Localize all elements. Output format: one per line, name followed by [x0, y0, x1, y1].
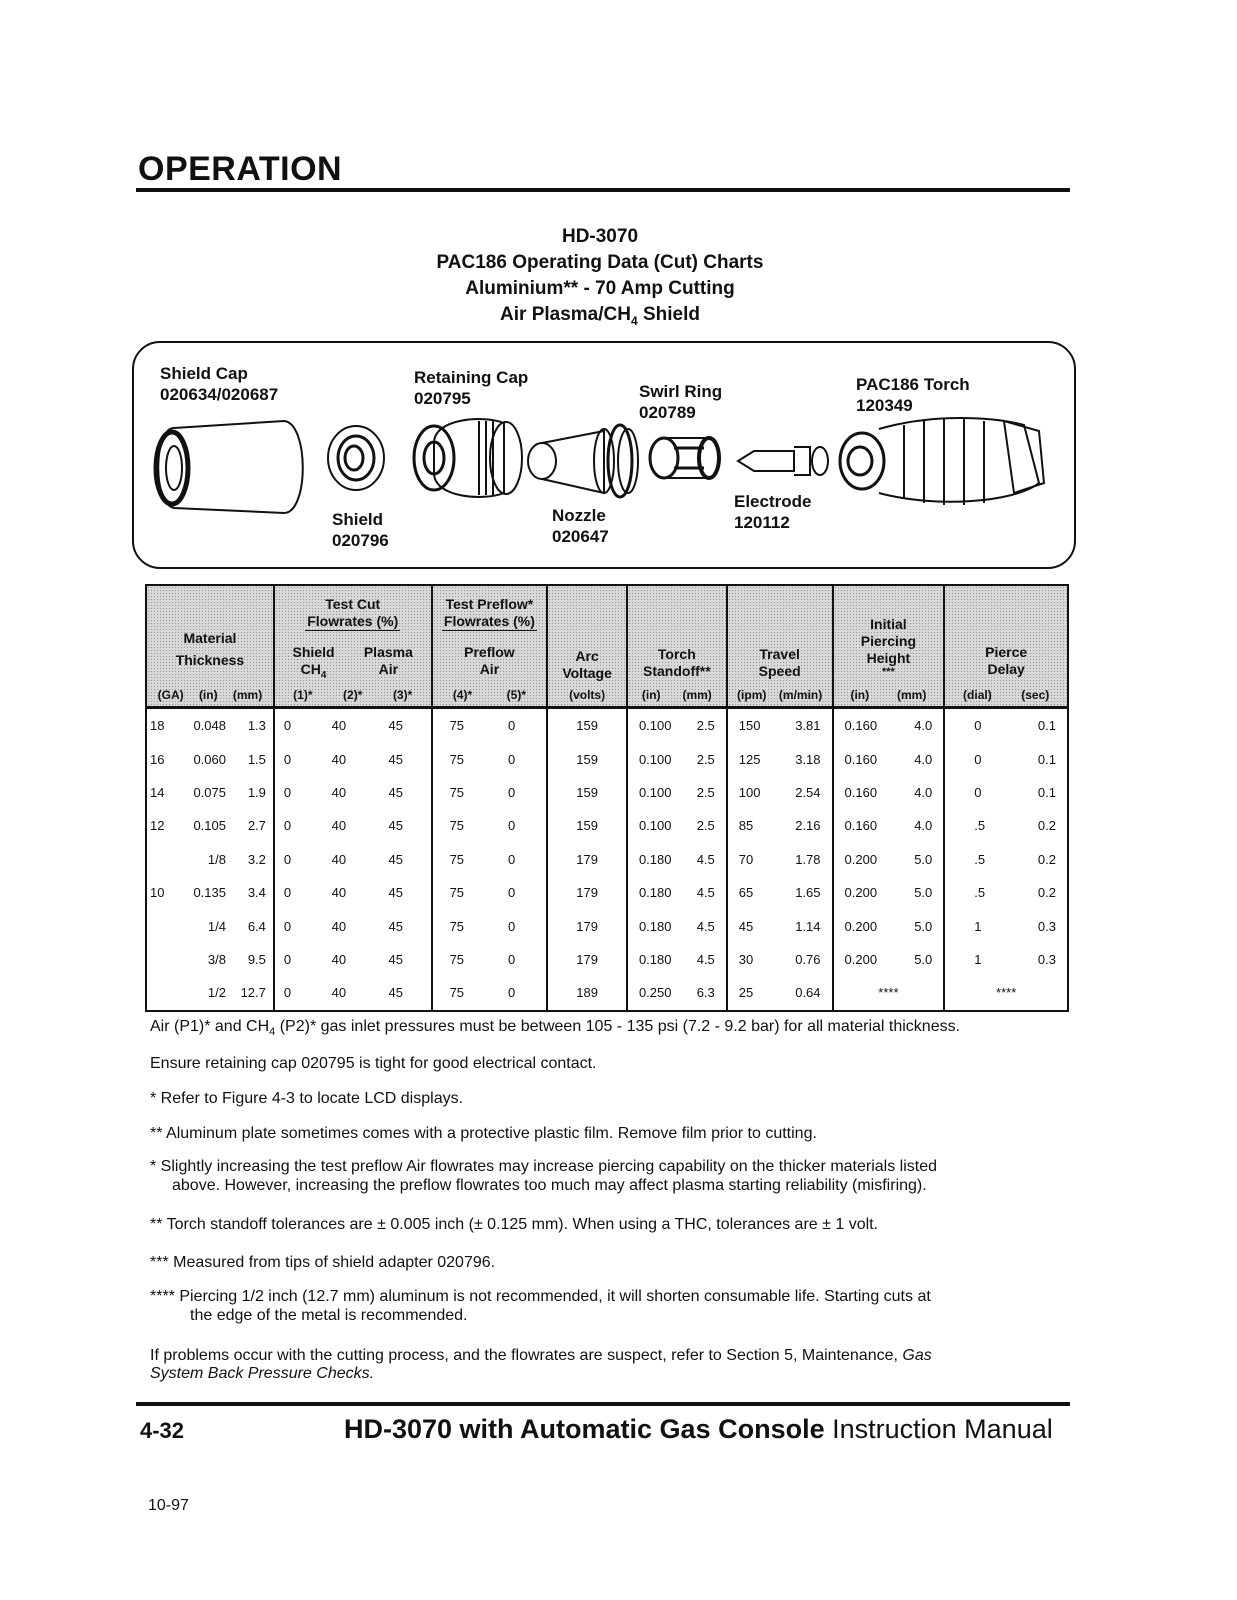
table-body	[146, 708, 1068, 1011]
cell-ga: 12	[150, 818, 165, 834]
cell-flow-4: 75	[449, 885, 465, 901]
cell-flow-2: 40	[331, 885, 347, 901]
cell-ga: 14	[150, 784, 165, 800]
footer-rule	[136, 1402, 1070, 1406]
cell-thickness-in: 0.135	[193, 885, 226, 901]
cell-thickness-mm: 12.7	[240, 985, 266, 1001]
header-test-cut-flowrates: Test Cut Flowrates (%) Shield $CH_4$ Plasma Air (1)* (2)* (3)*	[274, 585, 432, 708]
cell-arc-voltage: 189	[576, 985, 598, 1001]
cell-pierce-dial: 0	[974, 784, 982, 800]
table-row	[146, 909, 1068, 942]
cell-arc-voltage: 159	[576, 784, 598, 800]
cell-flow-2: 40	[331, 985, 347, 1001]
swirl-ring-image	[650, 438, 719, 478]
cell-flow-1: 0	[283, 918, 292, 934]
cell-flow-3: 45	[388, 951, 403, 967]
header-pierce-delay: Pierce Delay (dial) (sec)	[944, 585, 1068, 708]
cell-flow-3: 45	[388, 885, 403, 901]
header-travel-speed: Travel Speed (ipm) (m/min)	[727, 585, 833, 708]
cell-pierce-height-mm: 4.0	[914, 751, 933, 767]
cell-flow-4: 75	[449, 818, 465, 834]
cell-pierce-height-in: 0.200	[844, 851, 878, 867]
cell-standoff-in: 0.180	[638, 885, 672, 901]
note-aluminum-film: ** Aluminum plate sometimes comes with a protective plastic film. Remove film prior to cutting.	[150, 1125, 817, 1142]
cell-flow-5: 0	[508, 885, 516, 901]
cell-standoff-in: 0.180	[638, 851, 672, 867]
cell-flow-2: 40	[331, 918, 347, 934]
cell-flow-5: 0	[508, 951, 516, 967]
table-row	[146, 976, 1068, 1010]
cell-flow-3: 45	[388, 851, 403, 867]
cell-pierce-height-in: 0.200	[844, 951, 878, 967]
cell-standoff-mm: 4.5	[696, 851, 715, 867]
cell-standoff-mm: 6.3	[696, 985, 715, 1001]
cell-flow-3: 45	[388, 985, 403, 1001]
header-torch-standoff: Torch Standoff** (in) (mm)	[627, 585, 727, 708]
cell-standoff-mm: 2.5	[696, 818, 715, 834]
cell-flow-1: 0	[283, 851, 292, 867]
cell-thickness-mm: 3.2	[247, 851, 266, 867]
cell-flow-3: 45	[388, 918, 403, 934]
cell-pierce-sec: 0.1	[1037, 751, 1056, 767]
label-shield-cap: Shield Cap 020634/020687	[160, 364, 279, 404]
cell-thickness-mm: 1.9	[247, 784, 266, 800]
cell-flow-1: 0	[283, 951, 292, 967]
cell-flow-1: 0	[283, 985, 292, 1001]
cell-pierce-height-in: 0.200	[844, 885, 878, 901]
note-torch-standoff: ** Torch standoff tolerances are ± 0.005 inch (± 0.125 mm). When using a THC, tolerances are ± 1 volt.	[150, 1216, 879, 1233]
section-title: OPERATION	[138, 150, 343, 188]
cell-pierce-dial: 0	[974, 718, 982, 734]
shield-image	[328, 426, 384, 490]
cell-flow-3: 45	[388, 818, 403, 834]
table-row	[146, 809, 1068, 842]
cell-flow-2: 40	[331, 751, 347, 767]
label-swirl-ring: Swirl Ring 020789	[639, 382, 723, 422]
note-measured: *** Measured from tips of shield adapter 020796.	[150, 1254, 496, 1271]
cell-pierce-height-in: 0.160	[844, 751, 878, 767]
cell-pierce-dial: .5	[974, 885, 986, 901]
cell-flow-2: 40	[331, 718, 347, 734]
cell-pierce-delay: ****	[996, 985, 1017, 1001]
cell-standoff-mm: 2.5	[696, 784, 715, 800]
cell-flow-5: 0	[508, 985, 516, 1001]
cell-speed-mmin: 3.18	[795, 751, 821, 767]
cell-flow-4: 75	[449, 951, 465, 967]
consumables-diagram	[132, 341, 1076, 569]
cell-arc-voltage: 159	[576, 718, 598, 734]
cell-pierce-height-mm: 5.0	[914, 951, 933, 967]
cell-flow-4: 75	[449, 985, 465, 1001]
cell-pierce-sec: 0.1	[1037, 718, 1056, 734]
cell-pierce-height-in: 0.200	[844, 918, 878, 934]
cell-thickness-in: 0.060	[193, 751, 226, 767]
cell-flow-3: 45	[388, 751, 403, 767]
cell-speed-ipm: 30	[738, 951, 754, 967]
header-rule	[136, 188, 1070, 192]
cell-pierce-height-in: 0.160	[844, 718, 878, 734]
cell-speed-ipm: 85	[738, 818, 754, 834]
cell-standoff-in: 0.180	[638, 951, 672, 967]
label-nozzle: Nozzle 020647	[552, 506, 609, 546]
cell-flow-1: 0	[283, 751, 292, 767]
cell-flow-2: 40	[331, 784, 347, 800]
cell-flow-5: 0	[508, 718, 516, 734]
cell-speed-mmin: 1.65	[795, 885, 821, 901]
table-header-row	[146, 585, 1068, 708]
cell-pierce-sec: 0.2	[1037, 885, 1056, 901]
table-row	[146, 843, 1068, 876]
table-row	[146, 708, 1068, 743]
cell-pierce-height-in: 0.160	[844, 818, 878, 834]
cell-ga: 18	[150, 718, 165, 734]
cell-thickness-mm: 1.5	[247, 751, 266, 767]
cell-pierce-sec: 0.1	[1037, 784, 1056, 800]
cell-thickness-in: 1/4	[207, 918, 226, 934]
cell-thickness-mm: 1.3	[247, 718, 266, 734]
cell-pierce-height-mm: 4.0	[914, 718, 933, 734]
cell-standoff-in: 0.100	[638, 718, 672, 734]
cell-flow-5: 0	[508, 784, 516, 800]
cell-speed-ipm: 45	[738, 918, 754, 934]
cell-standoff-in: 0.100	[638, 751, 672, 767]
cell-flow-3: 45	[388, 784, 403, 800]
cell-flow-1: 0	[283, 885, 292, 901]
cell-standoff-mm: 4.5	[696, 885, 715, 901]
cell-pierce-height-mm: 5.0	[914, 918, 933, 934]
cell-ga: 10	[150, 885, 165, 901]
cell-flow-4: 75	[449, 784, 465, 800]
header-initial-piercing-height: Initial Piercing Height *** (in) (mm)	[833, 585, 945, 708]
label-torch: PAC186 Torch 120349	[856, 375, 970, 415]
cell-flow-5: 0	[508, 918, 516, 934]
torch-image	[840, 418, 1044, 505]
note-gas-pressure: Air (P1)* and $CH_4$ (P2)* gas inlet pressures must be between 105 - 135 psi (7.2 - 9.2 bar) for all material thickness.	[150, 1018, 961, 1039]
cell-standoff-in: 0.180	[638, 918, 672, 934]
cell-thickness-in: 0.075	[193, 784, 226, 800]
cell-arc-voltage: 179	[576, 851, 598, 867]
cell-arc-voltage: 159	[576, 751, 598, 767]
nozzle-image	[528, 425, 638, 497]
cell-pierce-sec: 0.3	[1037, 918, 1056, 934]
operating-data-table	[145, 584, 1069, 1012]
cell-speed-mmin: 2.16	[795, 818, 821, 834]
cell-flow-4: 75	[449, 751, 465, 767]
cell-speed-mmin: 1.14	[795, 918, 821, 934]
cell-thickness-mm: 9.5	[247, 951, 266, 967]
cell-pierce-height-in: 0.160	[844, 784, 878, 800]
cell-pierce-dial: 1	[974, 918, 982, 934]
cell-thickness-mm: 3.4	[247, 885, 266, 901]
cell-speed-ipm: 100	[738, 784, 761, 800]
table-row	[146, 876, 1068, 909]
cell-thickness-in: 1/8	[207, 851, 226, 867]
chart-title-line1: HD-3070	[561, 226, 639, 247]
cell-arc-voltage: 179	[576, 951, 598, 967]
cell-flow-2: 40	[331, 818, 347, 834]
cell-arc-voltage: 179	[576, 918, 598, 934]
note-retaining-cap: Ensure retaining cap 020795 is tight for good electrical contact.	[150, 1055, 597, 1072]
cell-flow-5: 0	[508, 751, 516, 767]
cell-speed-ipm: 150	[738, 718, 761, 734]
electrode-image	[738, 447, 828, 475]
cell-pierce-sec: 0.2	[1037, 818, 1056, 834]
header-arc-voltage: Arc Voltage (volts)	[547, 585, 627, 708]
label-retaining-cap: Retaining Cap 020795	[414, 368, 529, 408]
cell-flow-1: 0	[283, 784, 292, 800]
cell-thickness-mm: 6.4	[247, 918, 266, 934]
header-material-thickness: Material Thickness (GA) (in) (mm)	[146, 585, 274, 708]
cell-standoff-in: 0.100	[638, 818, 672, 834]
cell-pierce-height-mm: 5.0	[914, 851, 933, 867]
cell-flow-2: 40	[331, 851, 347, 867]
cell-pierce-dial: .5	[974, 851, 986, 867]
cell-ga: 16	[150, 751, 165, 767]
cell-pierce-height-mm: 4.0	[914, 784, 933, 800]
chart-title-line4: Air Plasma/$CH_4$ Shield	[500, 304, 700, 328]
shield-cap-image	[156, 421, 303, 513]
cell-flow-1: 0	[283, 718, 292, 734]
cell-pierce-dial: 1	[974, 951, 982, 967]
retaining-cap-image	[414, 419, 522, 497]
cell-flow-5: 0	[508, 818, 516, 834]
cell-flow-4: 75	[449, 918, 465, 934]
cell-thickness-in: 3/8	[207, 951, 226, 967]
cell-flow-5: 0	[508, 851, 516, 867]
cell-pierce-dial: .5	[974, 818, 986, 834]
cell-standoff-in: 0.250	[638, 985, 672, 1001]
label-shield: Shield 020796	[332, 510, 389, 550]
cell-standoff-in: 0.100	[638, 784, 672, 800]
cell-speed-mmin: 0.76	[795, 951, 821, 967]
note-lcd-displays: * Refer to Figure 4-3 to locate LCD displays.	[150, 1090, 464, 1107]
cell-arc-voltage: 179	[576, 885, 598, 901]
cell-flow-3: 45	[388, 718, 403, 734]
cell-speed-ipm: 125	[738, 751, 761, 767]
cell-arc-voltage: 159	[576, 818, 598, 834]
label-electrode: Electrode 120112	[734, 492, 812, 532]
cell-flow-1: 0	[283, 818, 292, 834]
table-row	[146, 943, 1068, 976]
header-test-preflow-flowrates: Test Preflow* Flowrates (%) Preflow Air (4)* (5)*	[432, 585, 548, 708]
chart-title-line3: Aluminium** - 70 Amp Cutting	[465, 278, 735, 299]
cell-pierce-dial: 0	[974, 751, 982, 767]
cell-speed-mmin: 3.81	[795, 718, 821, 734]
cell-standoff-mm: 2.5	[696, 718, 715, 734]
footer-title: HD-3070 with Automatic Gas Console Instruction Manual	[344, 1414, 1053, 1444]
note-problems: If problems occur with the cutting process, and the flowrates are suspect, refer to Section 5, Maintenance, Gas System Back Pressure Checks.	[150, 1347, 932, 1382]
cell-flow-4: 75	[449, 851, 465, 867]
chart-title-line2: PAC186 Operating Data (Cut) Charts	[436, 252, 764, 273]
table-row	[146, 776, 1068, 809]
cell-flow-2: 40	[331, 951, 347, 967]
cell-thickness-mm: 2.7	[247, 818, 266, 834]
cell-pierce-height-mm: 4.0	[914, 818, 933, 834]
cell-speed-mmin: 0.64	[795, 985, 821, 1001]
chart-title	[380, 224, 820, 334]
note-preflow: * Slightly increasing the test preflow Air flowrates may increase piercing capability on the thicker materials listed above. However, increasing the preflow flowrates too much may affect plasma starting reliability (misfiring).	[150, 1158, 938, 1194]
cell-pierce-sec: 0.3	[1037, 951, 1056, 967]
cell-standoff-mm: 4.5	[696, 918, 715, 934]
cell-speed-mmin: 2.54	[795, 784, 821, 800]
cell-speed-ipm: 65	[738, 885, 754, 901]
cell-thickness-in: 0.048	[193, 718, 226, 734]
cell-pierce-height-mm: 5.0	[914, 885, 933, 901]
cell-speed-ipm: 25	[738, 985, 754, 1001]
page-number: 4-32	[140, 1418, 185, 1443]
cell-standoff-mm: 2.5	[696, 751, 715, 767]
cell-flow-4: 75	[449, 718, 465, 734]
cell-thickness-in: 1/2	[207, 985, 226, 1001]
cell-pierce-sec: 0.2	[1037, 851, 1056, 867]
cell-thickness-in: 0.105	[193, 818, 226, 834]
cell-speed-mmin: 1.78	[795, 851, 821, 867]
revision-date: 10-97	[148, 1497, 189, 1514]
cell-speed-ipm: 70	[738, 851, 754, 867]
cell-pierce-height: ****	[878, 985, 899, 1001]
table-row	[146, 742, 1068, 775]
cell-standoff-mm: 4.5	[696, 951, 715, 967]
note-piercing: **** Piercing 1/2 inch (12.7 mm) aluminum is not recommended, it will shorten consumable life. Starting cuts at the edge of the metal is recommended.	[150, 1288, 931, 1324]
